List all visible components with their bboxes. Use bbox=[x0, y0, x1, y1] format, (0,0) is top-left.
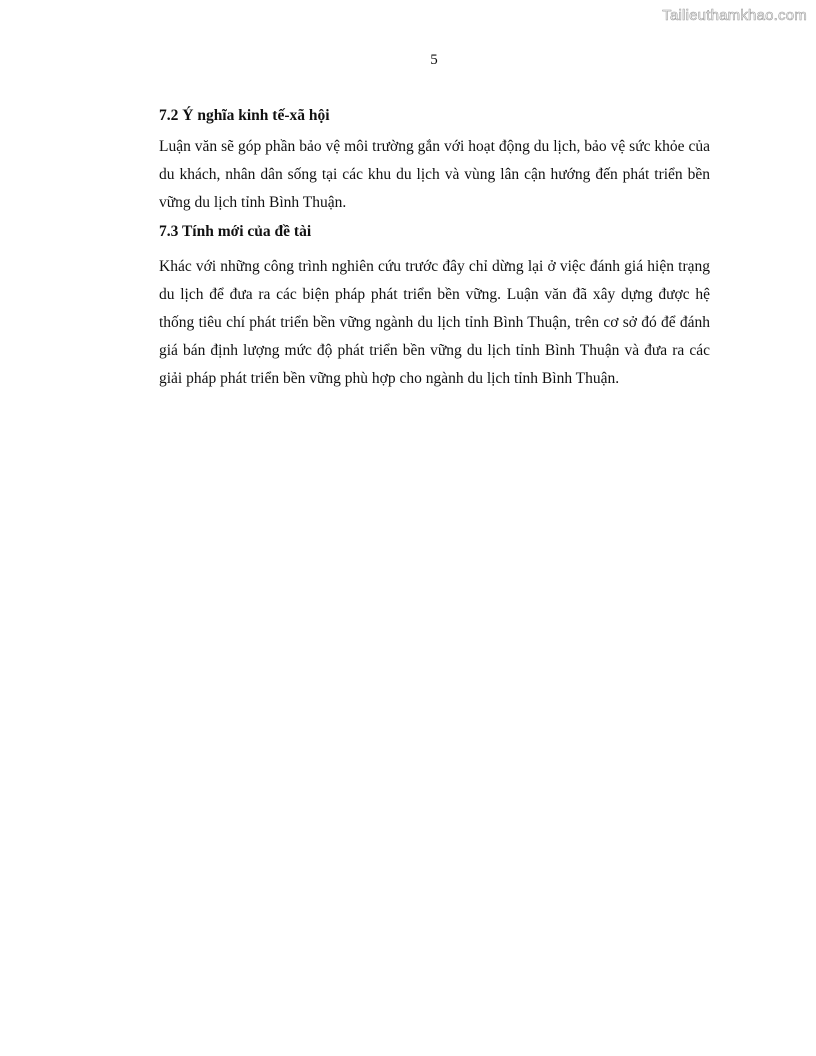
section-paragraph-7-2: Luận văn sẽ góp phần bảo vệ môi trường gắn với hoạt động du lịch, bảo vệ sức khỏe của du khách, nhân dân sống tại các khu du lịch và vùng lân cận hướng đến phát triển bền vững du lịch tỉnh Bình Thuận. bbox=[159, 138, 710, 211]
document-body bbox=[159, 104, 710, 393]
section-heading-7-2: 7.2 Ý nghĩa kinh tế-xã hội bbox=[159, 107, 330, 124]
section-heading-7-3: 7.3 Tính mới của đề tài bbox=[159, 223, 312, 240]
section-paragraph-7-3: Khác với những công trình nghiên cứu trước đây chỉ dừng lại ở việc đánh giá hiện trạng du lịch để đưa ra các biện pháp phát triển bền vững. Luận văn đã xây dựng được hệ thống tiêu chí phát triển bền vững ngành du lịch tỉnh Bình Thuận, trên cơ sở đó để đánh giá bán định lượng mức độ phát triển bền vững du lịch tỉnh Bình Thuận và đưa ra các giải pháp phát triển bền vững phù hợp cho ngành du lịch tỉnh Bình Thuận. bbox=[159, 258, 710, 387]
watermark-text: Tailieuthamkhao.com bbox=[662, 7, 807, 24]
page-number: 5 bbox=[430, 52, 438, 68]
